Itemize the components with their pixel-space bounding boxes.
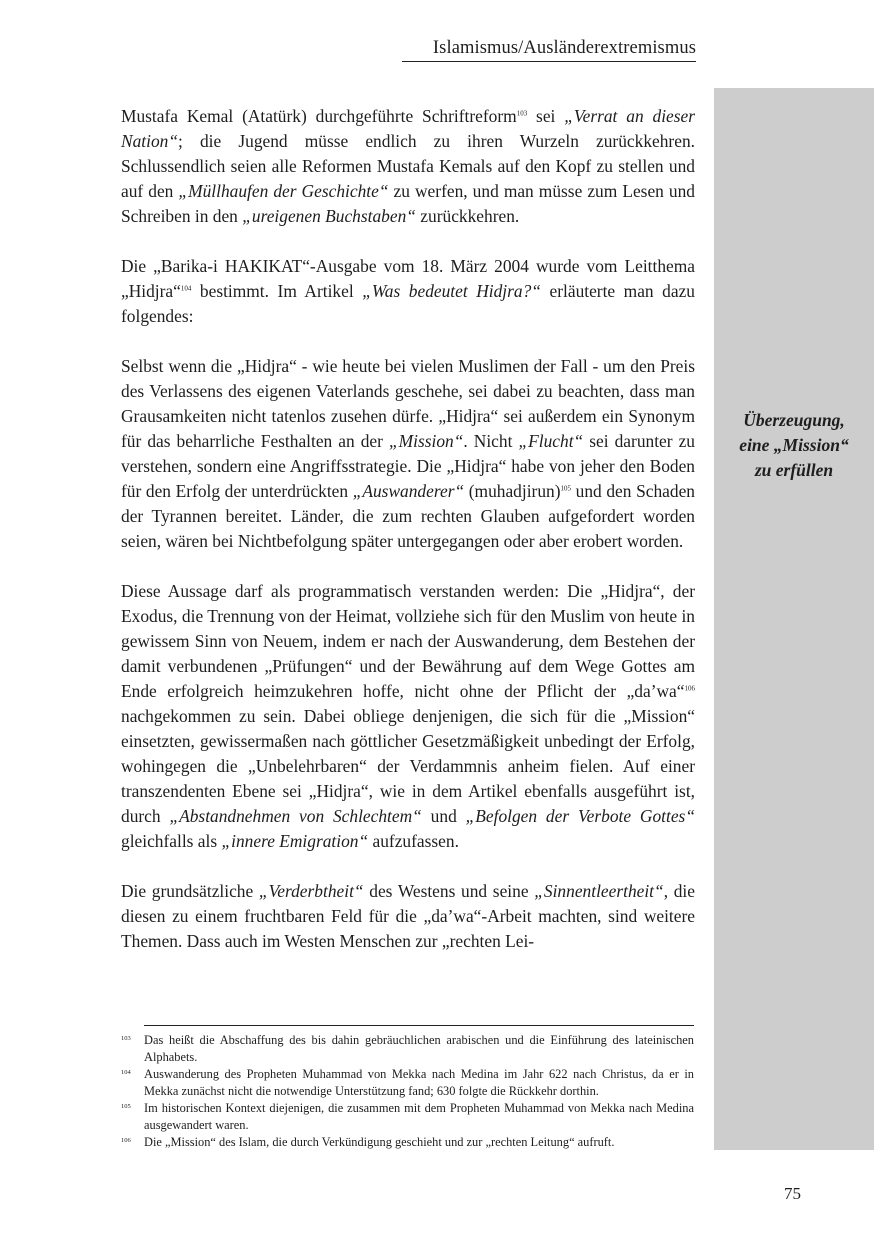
footnote	[121, 1066, 694, 1100]
text-run: sei	[527, 106, 565, 126]
footnote-rule	[144, 1025, 694, 1026]
footnote	[121, 1134, 694, 1151]
margin-sidebar	[714, 88, 874, 1150]
text-run: Die grundsätzliche	[121, 881, 259, 901]
footnote-ref: 104	[180, 284, 192, 293]
footnote	[121, 1100, 694, 1134]
paragraph	[121, 104, 695, 229]
paragraph	[121, 354, 695, 554]
italic-quote: „Sinnentleertheit“	[534, 881, 664, 901]
text-run: ; die Jugend müsse endlich zu ihren Wurzeln zurückkehren. Schlussendlich seien alle Reformen Mustafa Kemals auf den Kopf zu stellen und auf den	[121, 131, 695, 201]
italic-quote: „Auswanderer“	[352, 481, 465, 501]
margin-note-line: eine „Mission“	[739, 435, 849, 455]
paragraph	[121, 579, 695, 854]
margin-note-line: Überzeugung,	[743, 410, 845, 430]
italic-quote: „Flucht“	[518, 431, 584, 451]
text-run: Mustafa Kemal (Atatürk) durchgeführte Schriftreform	[121, 106, 517, 126]
text-run: . Nicht	[463, 431, 519, 451]
italic-quote: „innere Emigration“	[221, 831, 369, 851]
italic-quote: „Verrat an dieser Nation“	[121, 106, 695, 151]
text-run: Selbst wenn die „Hidjra“ - wie heute bei vielen Muslimen der Fall - um den Preis des Verlassens des eigenen Vaterlands geschehe, sei dabei zu beachten, dass man Grausamkeiten nicht tatenlos zusehen dürfe. „Hidjra“ sei außerdem ein Synonym für das beharrliche Festhalten an der	[121, 356, 695, 451]
footnotes	[121, 1032, 694, 1151]
footnote-text: Auswanderung des Propheten Muhammad von Mekka nach Medina im Jahr 622 nach Christus, da er in Mekka zunächst nicht die notwendige Unterstützung fand; 630 folgte die Rückkehr dorthin.	[144, 1067, 694, 1098]
text-run: und	[421, 806, 466, 826]
text-run: bestimmt. Im Artikel	[191, 281, 363, 301]
text-run: (muhadjirun)	[464, 481, 561, 501]
footnote-number: 103	[121, 1035, 131, 1042]
text-run: erläuterte man dazu folgendes:	[121, 281, 695, 326]
footnote-number: 104	[121, 1069, 131, 1076]
text-run: zurückkehren.	[415, 206, 520, 226]
margin-note-line: zu erfüllen	[754, 460, 834, 480]
italic-quote: „Verderbtheit“	[258, 881, 364, 901]
margin-note	[722, 408, 866, 483]
running-header: Islamismus/Ausländerextremismus	[432, 38, 696, 58]
italic-quote: „Müllhaufen der Geschichte“	[178, 181, 389, 201]
footnote-text: Im historischen Kontext diejenigen, die zusammen mit dem Propheten Muhammad von Mekka nach Medina ausgewandert waren.	[144, 1101, 694, 1132]
header-rule	[402, 61, 696, 62]
text-run: , die diesen zu einem fruchtbaren Feld für die „da’wa“-Arbeit machten, sind weitere Themen. Dass auch im Westen Menschen zur „rechten Lei-	[121, 881, 695, 951]
text-run: Die „Barika-i HAKIKAT“-Ausgabe vom 18. März 2004 wurde vom Leitthema „Hidjra“	[121, 256, 695, 301]
text-run: und den Schaden der Tyrannen bereitet. Länder, die zum rechten Glauben aufgefordert worden seien, wären bei Nichtbefolgung später untergegangen oder aber erobert worden.	[121, 481, 695, 551]
paragraph	[121, 879, 695, 954]
text-run: sei darunter zu verstehen, sondern eine Angriffsstrategie. Die „Hidjra“ habe von jeher den Boden für den Erfolg der unterdrückten	[121, 431, 695, 501]
paragraph	[121, 254, 695, 329]
footnote-text: Das heißt die Abschaffung des bis dahin gebräuchlichen arabischen und die Einführung des lateinischen Alphabets.	[144, 1033, 694, 1064]
text-run: aufzufassen.	[368, 831, 459, 851]
body-text	[121, 104, 695, 954]
footnote-number: 105	[121, 1103, 131, 1110]
text-run: gleichfalls als	[121, 831, 222, 851]
text-run: zu werfen, und man müsse zum Lesen und Schreiben in den	[121, 181, 695, 226]
footnote-text: Die „Mission“ des Islam, die durch Verkündigung geschieht und zur „rechten Leitung“ aufruft.	[144, 1135, 615, 1149]
text-run: Diese Aussage darf als programmatisch verstanden werden: Die „Hidjra“, der Exodus, die Trennung von der Heimat, vollziehe sich für den Muslim von heute in gewissem Sinn von Neuem, indem er nach der Auswanderung, dem Bestehen der damit verbundenen „Prüfungen“ und der Bewährung auf dem Wege Gottes am Ende erfolgreich heimzukehren hoffe, nicht ohne der Pflicht der „da’wa“	[121, 581, 695, 701]
footnote	[121, 1032, 694, 1066]
italic-quote: „Mission“	[388, 431, 464, 451]
footnote-number: 106	[121, 1137, 131, 1144]
italic-quote: „Befolgen der Verbote Gottes“	[465, 806, 695, 826]
italic-quote: „Abstandnehmen von Schlechtem“	[169, 806, 422, 826]
footnote-ref: 103	[516, 109, 528, 118]
text-run: des Westens und seine	[363, 881, 535, 901]
text-run: nachgekommen zu sein. Dabei obliege denjenigen, die sich für die „Mission“ einsetzten, gewissermaßen nach göttlicher Gesetzmäßigkeit unbedingt der Erfolg, wohingegen die „Unbelehrbaren“ der Verdammnis anheim fielen. Auf einer transzendenten Ebene sei „Hidjra“, wie in dem Artikel ebenfalls ausgeführt ist, durch	[121, 706, 695, 826]
page-number: 75	[784, 1184, 801, 1203]
footnote-ref: 106	[684, 684, 695, 693]
footnote-ref: 105	[560, 484, 572, 493]
italic-quote: „Was bedeutet Hidjra?“	[362, 281, 541, 301]
italic-quote: „ureigenen Buchstaben“	[242, 206, 416, 226]
